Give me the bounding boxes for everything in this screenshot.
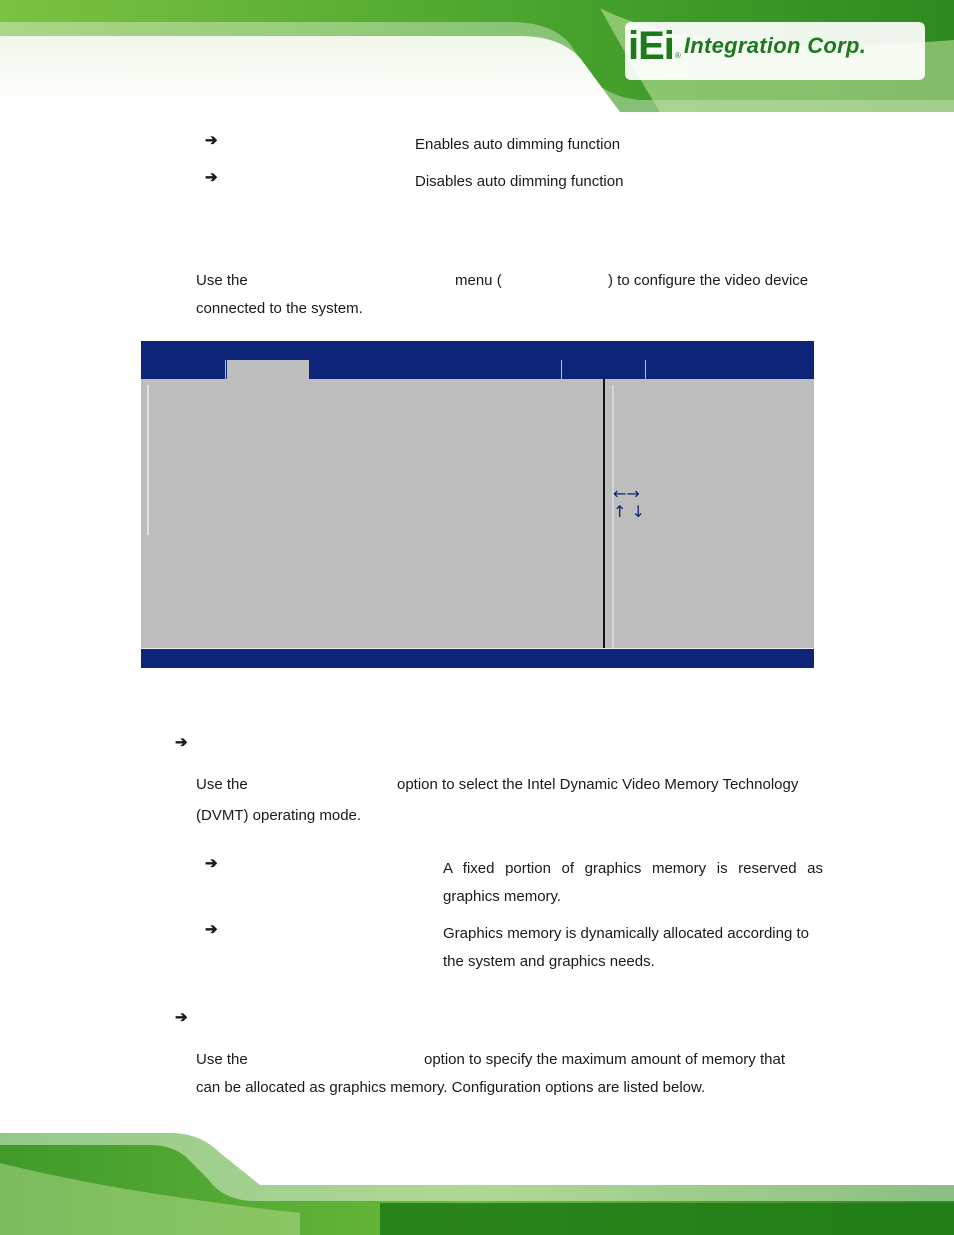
dvmt-mode-text-line2: (DVMT) operating mode. bbox=[196, 807, 362, 824]
bios-tab[interactable] bbox=[562, 360, 644, 379]
bios-menu-bar bbox=[141, 360, 814, 379]
dvmt-memory-text-part2: option to specify the maximum amount of memory that bbox=[424, 1051, 785, 1068]
intro-text-part2: menu ( bbox=[455, 272, 502, 289]
bullet-arrow-icon: ➔ bbox=[175, 1009, 188, 1026]
logo-company-name: Integration Corp. bbox=[683, 33, 867, 58]
bios-panel-edge bbox=[147, 385, 149, 535]
bios-tab[interactable] bbox=[309, 360, 561, 379]
logo-registered: ® bbox=[674, 50, 681, 60]
bios-status-bar bbox=[141, 649, 814, 668]
dvmt-fixed-line1: A fixed portion of graphics memory is reserved as bbox=[443, 860, 823, 877]
bullet-arrow-icon: ➔ bbox=[205, 169, 218, 186]
company-logo bbox=[628, 26, 866, 66]
dvmt-dynamic-line1: Graphics memory is dynamically allocated according to bbox=[443, 925, 809, 942]
tab-divider bbox=[225, 360, 226, 379]
bios-title-bar bbox=[141, 341, 814, 360]
dvmt-memory-text-line2: can be allocated as graphics memory. Configuration options are listed below. bbox=[196, 1079, 706, 1096]
bios-panel-divider bbox=[603, 379, 605, 649]
bios-tab[interactable] bbox=[141, 360, 225, 379]
bullet-arrow-icon: ➔ bbox=[175, 734, 188, 751]
dimming-disabled-description: Disables auto dimming function bbox=[415, 173, 624, 190]
dvmt-mode-text-part1: Use the bbox=[196, 776, 248, 793]
dvmt-memory-text-part1: Use the bbox=[196, 1051, 248, 1068]
dimming-enabled-description: Enables auto dimming function bbox=[415, 136, 621, 153]
intro-text-part1: Use the bbox=[196, 272, 248, 289]
bullet-arrow-icon: ➔ bbox=[205, 855, 218, 872]
bios-tab[interactable] bbox=[646, 360, 814, 379]
dvmt-fixed-description bbox=[443, 860, 823, 906]
bios-help-panel bbox=[613, 485, 645, 521]
intro-text-part3: ) to configure the video device bbox=[608, 272, 809, 289]
left-right-arrows-icon: ←→ bbox=[613, 484, 640, 503]
bios-screen bbox=[141, 341, 814, 668]
dvmt-dynamic-line2: the system and graphics needs. bbox=[443, 953, 655, 970]
dvmt-dynamic-description bbox=[443, 925, 823, 971]
bullet-arrow-icon: ➔ bbox=[205, 921, 218, 938]
intro-text-line2: connected to the system. bbox=[196, 300, 363, 317]
up-down-arrows-icon: ↑ ↓ bbox=[613, 502, 645, 521]
bullet-arrow-icon: ➔ bbox=[205, 132, 218, 149]
dvmt-mode-text-part2: option to select the Intel Dynamic Video Memory Technology bbox=[397, 776, 799, 793]
bios-tab-selected[interactable] bbox=[227, 360, 309, 379]
footer-banner bbox=[0, 1123, 954, 1235]
logo-mark: iEi bbox=[628, 24, 674, 68]
dvmt-fixed-line2: graphics memory. bbox=[443, 888, 562, 905]
